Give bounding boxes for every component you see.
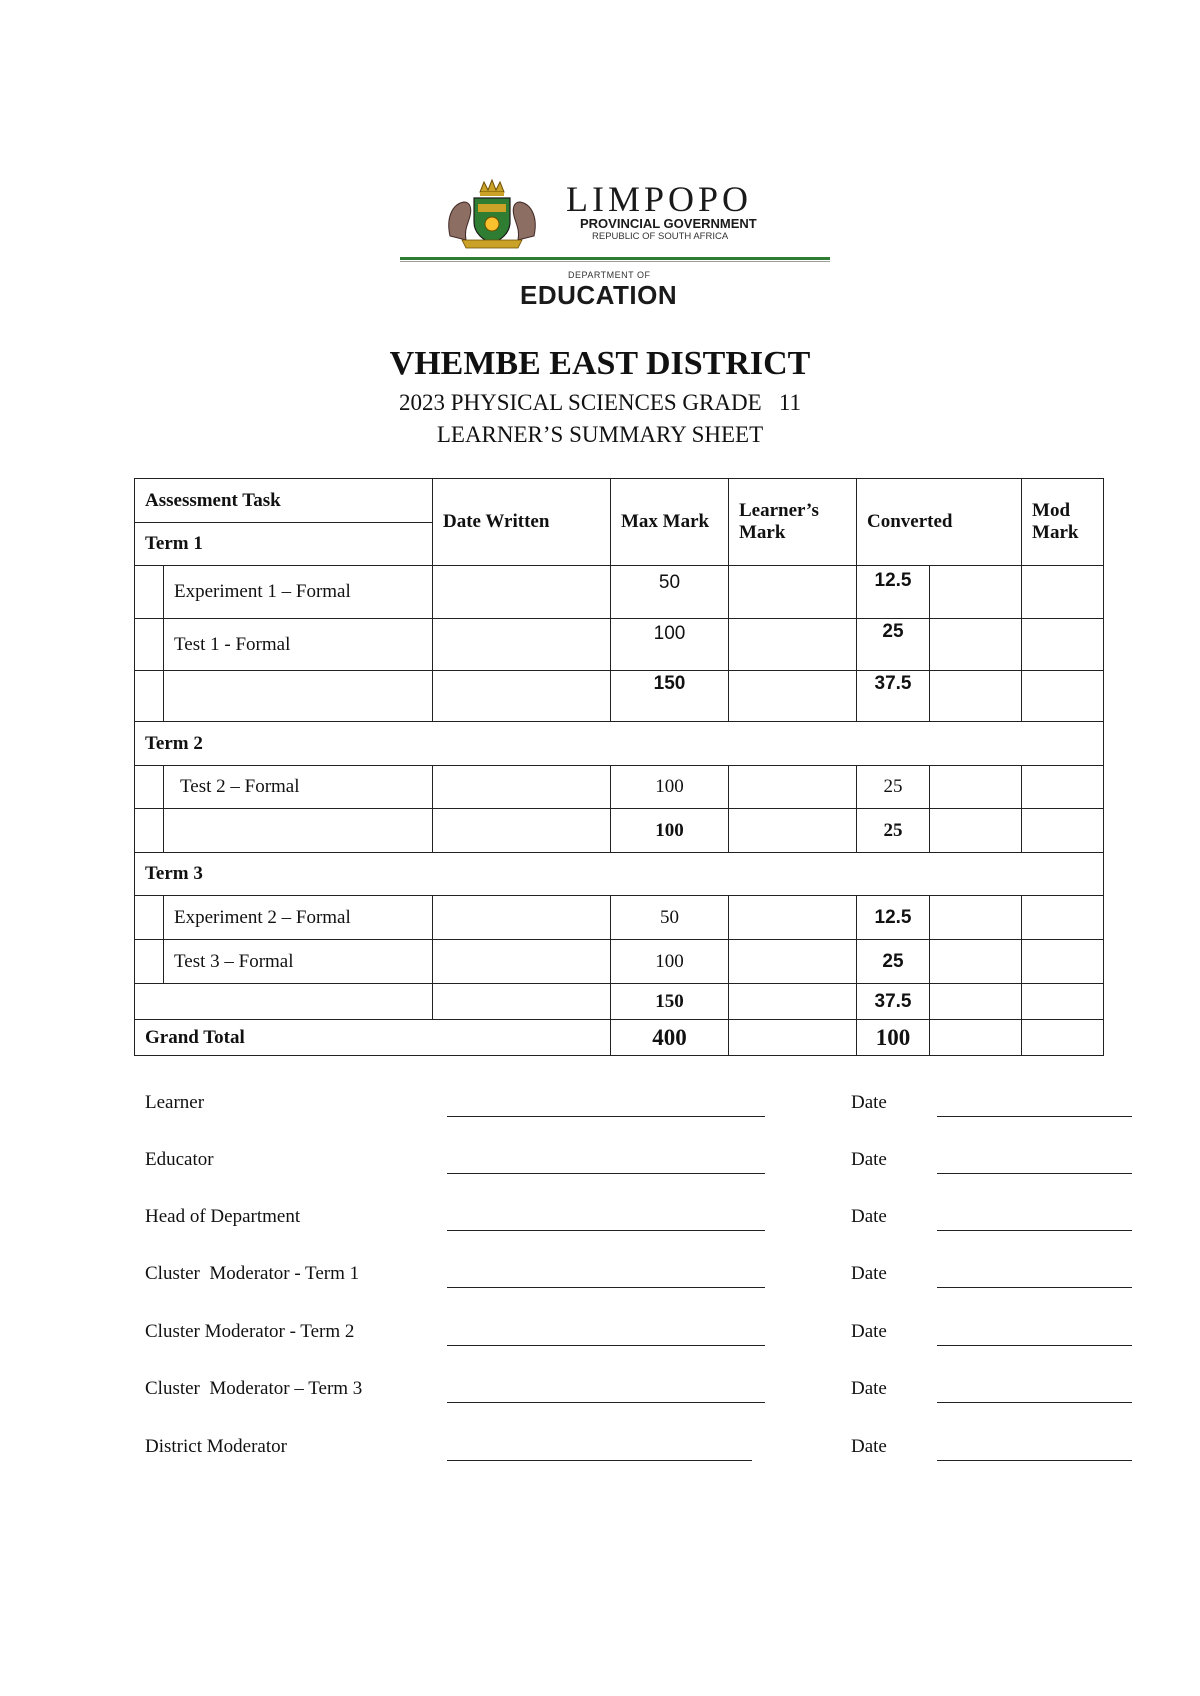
logo-republic: REPUBLIC OF SOUTH AFRICA	[592, 231, 729, 242]
signature-row-learner	[0, 1092, 1200, 1132]
date-line[interactable]	[937, 1402, 1132, 1403]
limpopo-education-logo	[400, 178, 830, 313]
date-line[interactable]	[937, 1173, 1132, 1174]
subtotal-row	[135, 671, 1104, 722]
max-mark: 100	[611, 619, 729, 671]
date-line[interactable]	[937, 1287, 1132, 1288]
signature-label: Cluster Moderator – Term 3	[145, 1378, 363, 1399]
date-label: Date	[851, 1378, 887, 1399]
date-written-cell[interactable]	[433, 809, 611, 853]
learner-mark-cell[interactable]	[729, 671, 857, 722]
date-written-cell[interactable]	[433, 896, 611, 940]
subtotal-row	[135, 984, 1104, 1020]
learner-mark-cell[interactable]	[729, 809, 857, 853]
empty-cell	[135, 984, 433, 1020]
converted-mark: 12.5	[857, 566, 930, 619]
task-name: Experiment 1 – Formal	[164, 566, 433, 619]
learner-mark-cell[interactable]	[729, 566, 857, 619]
task-name: Experiment 2 – Formal	[164, 896, 433, 940]
signature-row-educator	[0, 1149, 1200, 1189]
mod-mark-cell[interactable]	[1022, 1020, 1104, 1056]
date-written-cell[interactable]	[433, 566, 611, 619]
logo-divider	[400, 257, 830, 260]
empty-cell	[164, 671, 433, 722]
mod-mark-cell[interactable]	[1022, 671, 1104, 722]
date-written-cell[interactable]	[433, 984, 611, 1020]
mod-mark-cell[interactable]	[1022, 566, 1104, 619]
converted-subtotal: 37.5	[857, 671, 930, 722]
empty-cell	[164, 809, 433, 853]
signature-line[interactable]	[447, 1460, 752, 1461]
task-name: Test 3 – Formal	[164, 940, 433, 984]
converted-mark: 25	[857, 940, 930, 984]
term-3-label: Term 3	[135, 853, 1104, 896]
col-header-mod: Mod Mark	[1022, 479, 1104, 566]
logo-divider-thin	[400, 261, 830, 262]
converted-extra-cell	[930, 619, 1022, 671]
col-header-max: Max Mark	[611, 479, 729, 566]
signature-line[interactable]	[447, 1116, 765, 1117]
date-line[interactable]	[937, 1230, 1132, 1231]
col-header-learner: Learner’s Mark	[729, 479, 857, 566]
max-mark: 50	[611, 566, 729, 619]
date-written-cell[interactable]	[433, 619, 611, 671]
signature-row-cluster-term3	[0, 1378, 1200, 1418]
district-title: VHEMBE EAST DISTRICT	[389, 345, 811, 382]
summary-table	[134, 478, 1104, 1056]
mod-mark-cell[interactable]	[1022, 809, 1104, 853]
max-mark-subtotal: 150	[611, 671, 729, 722]
date-line[interactable]	[937, 1460, 1132, 1461]
table-row	[135, 566, 1104, 619]
indent-cell	[135, 940, 164, 984]
date-label: Date	[851, 1263, 887, 1284]
date-label: Date	[851, 1092, 887, 1113]
date-written-cell[interactable]	[433, 671, 611, 722]
signature-row-cluster-term1	[0, 1263, 1200, 1303]
converted-extra-cell	[930, 809, 1022, 853]
indent-cell	[135, 671, 164, 722]
term-1-label: Term 1	[135, 523, 433, 566]
grand-total-label: Grand Total	[135, 1020, 611, 1056]
col-header-date: Date Written	[433, 479, 611, 566]
signature-row-cluster-term2	[0, 1321, 1200, 1361]
date-line[interactable]	[937, 1345, 1132, 1346]
learner-mark-cell[interactable]	[729, 766, 857, 809]
converted-mark: 25	[857, 619, 930, 671]
learner-mark-cell[interactable]	[729, 940, 857, 984]
signature-label: Cluster Moderator - Term 2	[145, 1321, 355, 1342]
table-row	[135, 766, 1104, 809]
indent-cell	[135, 896, 164, 940]
mod-mark-cell[interactable]	[1022, 619, 1104, 671]
date-label: Date	[851, 1436, 887, 1457]
max-mark: 100	[611, 940, 729, 984]
indent-cell	[135, 766, 164, 809]
mod-mark-cell[interactable]	[1022, 896, 1104, 940]
max-mark-subtotal: 100	[611, 809, 729, 853]
subtotal-row	[135, 809, 1104, 853]
max-mark-subtotal: 150	[611, 984, 729, 1020]
col-header-converted: Converted	[857, 479, 1022, 566]
converted-mark: 25	[857, 766, 930, 809]
coat-of-arms-icon	[442, 178, 542, 250]
table-row	[135, 619, 1104, 671]
logo-department-prefix: DEPARTMENT OF	[568, 270, 651, 280]
signature-line[interactable]	[447, 1287, 765, 1288]
subject-line: 2023 PHYSICAL SCIENCES GRADE 11	[398, 390, 802, 415]
term-2-label: Term 2	[135, 722, 1104, 766]
date-label: Date	[851, 1206, 887, 1227]
converted-extra-cell	[930, 766, 1022, 809]
logo-government: PROVINCIAL GOVERNMENT	[580, 216, 757, 231]
signature-label: Educator	[145, 1149, 214, 1170]
table-row	[135, 896, 1104, 940]
signature-label: District Moderator	[145, 1436, 287, 1457]
date-written-cell[interactable]	[433, 766, 611, 809]
indent-cell	[135, 619, 164, 671]
signature-row-district	[0, 1436, 1200, 1476]
date-label: Date	[851, 1321, 887, 1342]
converted-subtotal: 25	[857, 809, 930, 853]
learner-mark-cell[interactable]	[729, 984, 857, 1020]
date-label: Date	[851, 1149, 887, 1170]
logo-department: EDUCATION	[520, 280, 678, 310]
table-row	[135, 940, 1104, 984]
signature-label: Cluster Moderator - Term 1	[145, 1263, 360, 1284]
signature-line[interactable]	[447, 1173, 765, 1174]
signature-label: Learner	[145, 1092, 205, 1113]
learner-mark-cell[interactable]	[729, 1020, 857, 1056]
task-name: Test 1 - Formal	[164, 619, 433, 671]
converted-extra-cell	[930, 896, 1022, 940]
converted-extra-cell	[930, 671, 1022, 722]
max-mark: 50	[611, 896, 729, 940]
max-mark: 100	[611, 766, 729, 809]
converted-extra-cell	[930, 984, 1022, 1020]
grand-total-converted: 100	[857, 1020, 930, 1056]
mod-mark-cell[interactable]	[1022, 766, 1104, 809]
mod-mark-cell[interactable]	[1022, 984, 1104, 1020]
converted-extra-cell	[930, 940, 1022, 984]
indent-cell	[135, 809, 164, 853]
converted-extra-cell	[930, 566, 1022, 619]
signature-line[interactable]	[447, 1402, 765, 1403]
signature-line[interactable]	[447, 1230, 765, 1231]
signature-label: Head of Department	[145, 1206, 301, 1227]
task-name: Test 2 – Formal	[164, 766, 433, 809]
grand-total-row	[135, 1020, 1104, 1056]
converted-subtotal: 37.5	[857, 984, 930, 1020]
learner-mark-cell[interactable]	[729, 619, 857, 671]
col-header-task: Assessment Task	[135, 479, 433, 523]
grand-total-max: 400	[611, 1020, 729, 1056]
converted-extra-cell	[930, 1020, 1022, 1056]
indent-cell	[135, 566, 164, 619]
signature-line[interactable]	[447, 1345, 765, 1346]
converted-mark: 12.5	[857, 896, 930, 940]
signature-row-hod	[0, 1206, 1200, 1246]
mod-mark-cell[interactable]	[1022, 940, 1104, 984]
date-line[interactable]	[937, 1116, 1132, 1117]
sheet-title: LEARNER’S SUMMARY SHEET	[436, 422, 764, 447]
learner-mark-cell[interactable]	[729, 896, 857, 940]
logo-name: LIMPOPO	[566, 179, 753, 219]
date-written-cell[interactable]	[433, 940, 611, 984]
